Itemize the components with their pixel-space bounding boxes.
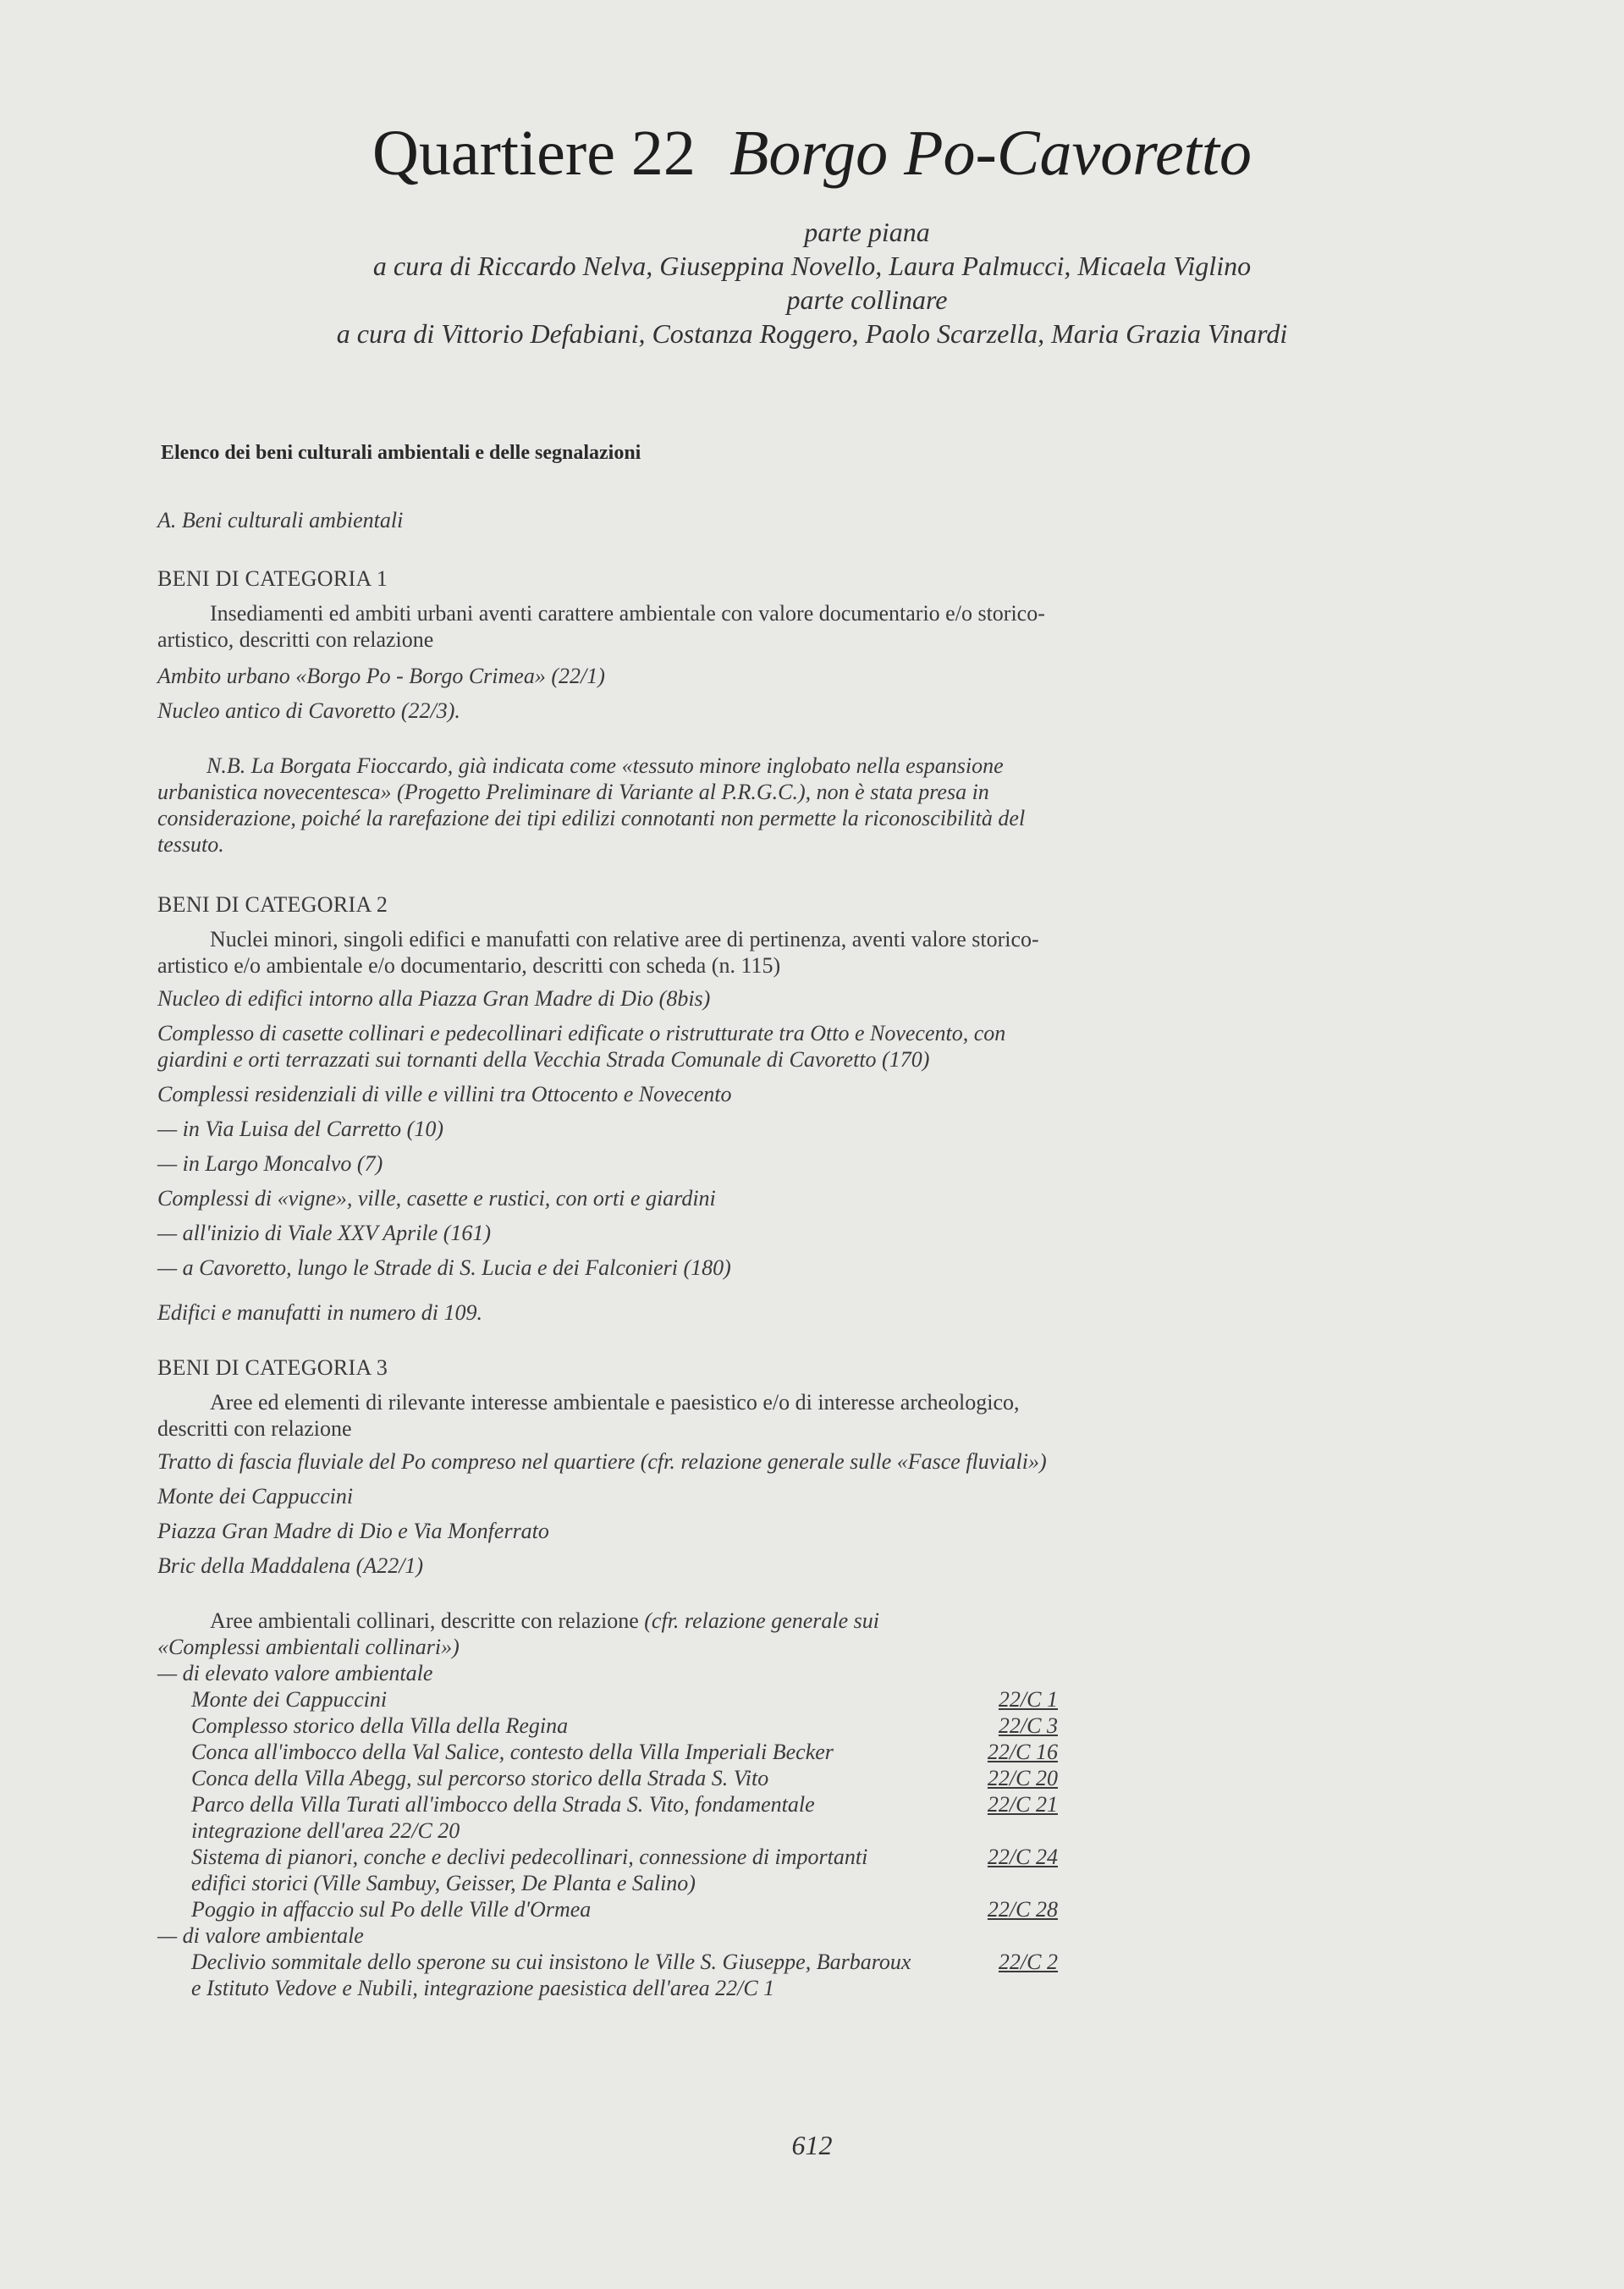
area-description: Monte dei Cappuccini [191, 1687, 388, 1712]
credit-authors-1: a cura di Riccardo Nelva, Giuseppina Novello, Laura Palmucci, Micaela Viglino [372, 251, 1252, 281]
aree-list-elevato [157, 1686, 1075, 1922]
aree-intro-plain: Aree ambientali collinari, descritte con relazione [210, 1608, 639, 1633]
area-description: Declivio sommitale dello sperone su cui insistono le Ville S. Giuseppe, Barbaroux e Istituto Vedove e Nubili, integrazione paesistica dell'area 22/C 1 [191, 1950, 911, 2000]
category-3-description: Aree ed elementi di rilevante interesse ambientale e paesistico e/o di interesse archeologico, descritti con relazione [157, 1390, 1020, 1441]
area-code: 22/C 2 [998, 1950, 1058, 1974]
aree-intro-italic: (cfr. relazione generale sui «Complessi ambientali collinari») [157, 1608, 880, 1659]
category-2-item: Complessi residenziali di ville e villini tra Ottocento e Novecento [157, 1082, 732, 1106]
area-code: 22/C 24 [987, 1845, 1058, 1869]
area-row [157, 1896, 1075, 1922]
category-3-item: Piazza Gran Madre di Dio e Via Monferrato [157, 1519, 549, 1543]
category-2-heading: BENI DI CATEGORIA 2 [157, 892, 388, 917]
category-2-description: Nuclei minori, singoli edifici e manufatti con relative aree di pertinenza, aventi valore storico-artistico e/o ambientale e/o documentario, descritti con scheda (n. 115) [157, 927, 1039, 978]
category-2-item: Complesso di casette collinari e pedecollinari edificate o ristrutturate tra Otto e Novecento, con giardini e orti terrazzati sui tornanti della Vecchia Strada Comunale di Cavoretto (170) [157, 1021, 1006, 1072]
area-code: 22/C 16 [987, 1740, 1058, 1764]
area-description: Conca all'imbocco della Val Salice, contesto della Villa Imperiali Becker [191, 1740, 834, 1764]
area-code: 22/C 21 [987, 1792, 1058, 1817]
page-number: 612 [791, 2130, 833, 2160]
category-1-description: Insediamenti ed ambiti urbani aventi carattere ambientale con valore documentario e/o storico-artistico, descritti con relazione [157, 601, 1045, 652]
category-3-item: Bric della Maddalena (A22/1) [157, 1553, 424, 1578]
section-heading: Elenco dei beni culturali ambientali e delle segnalazioni [161, 442, 641, 464]
category-1-item: Nucleo antico di Cavoretto (22/3). [157, 698, 460, 723]
area-row [157, 1949, 1075, 2001]
subgroup-heading: — di valore ambientale [157, 1923, 364, 1948]
category-1-heading: BENI DI CATEGORIA 1 [157, 566, 388, 591]
area-code: 22/C 1 [998, 1687, 1058, 1712]
category-3-heading: BENI DI CATEGORIA 3 [157, 1355, 388, 1380]
area-row [157, 1765, 1075, 1791]
category-3-item: Tratto di fascia fluviale del Po compreso nel quartiere (cfr. relazione generale sulle «Fasce fluviali») [157, 1449, 1047, 1474]
nota-bene: N.B. La Borgata Fioccardo, già indicata come «tessuto minore inglobato nella espansione urbanistica novecentesca» (Progetto Preliminare di Variante al P.R.G.C.), non è stata presa in considerazione, poiché la rarefazione dei tipi edilizi connotanti non permette la riconoscibilità del tessuto. [157, 753, 1026, 857]
title-number: Quartiere 22 [372, 118, 696, 189]
area-code: 22/C 3 [998, 1713, 1058, 1738]
title-name: Borgo Po-Cavoretto [729, 118, 1252, 189]
section-a-heading: A. Beni culturali ambientali [157, 508, 404, 532]
area-description: Poggio in affaccio sul Po delle Ville d'Ormea [191, 1897, 592, 1922]
area-description: Conca della Villa Abegg, sul percorso storico della Strada S. Vito [191, 1766, 769, 1790]
aree-list-valore [157, 1949, 1075, 2001]
credits [0, 215, 1624, 350]
category-2-count: Edifici e manufatti in numero di 109. [157, 1300, 482, 1325]
category-1-item: Ambito urbano «Borgo Po - Borgo Crimea» (22/1) [157, 664, 605, 688]
credit-role-1: parte piana [804, 217, 930, 247]
area-row [157, 1739, 1075, 1765]
category-2-item: — all'inizio di Viale XXV Aprile (161) [157, 1221, 492, 1245]
category-2-item: — a Cavoretto, lungo le Strade di S. Lucia e dei Falconieri (180) [157, 1255, 731, 1280]
category-2-item: — in Via Luisa del Carretto (10) [157, 1117, 443, 1141]
credit-authors-2: a cura di Vittorio Defabiani, Costanza Roggero, Paolo Scarzella, Maria Grazia Vinardi [336, 318, 1288, 349]
category-3-item: Monte dei Cappuccini [157, 1484, 354, 1509]
category-2-item: — in Largo Moncalvo (7) [157, 1151, 383, 1176]
page-title [0, 117, 1624, 190]
area-description: Complesso storico della Villa della Regina [191, 1713, 569, 1738]
area-code: 22/C 20 [987, 1766, 1058, 1790]
category-2-item: Complessi di «vigne», ville, casette e rustici, con orti e giardini [157, 1186, 716, 1211]
subgroup-heading: — di elevato valore ambientale [157, 1661, 433, 1685]
credit-role-2: parte collinare [786, 284, 948, 315]
area-row [157, 1686, 1075, 1713]
aree-intro [157, 1608, 919, 1660]
category-2-item: Nucleo di edifici intorno alla Piazza Gran Madre di Dio (8bis) [157, 986, 711, 1011]
document-body [157, 440, 1075, 2001]
area-row [157, 1791, 1075, 1844]
area-code: 22/C 28 [987, 1897, 1058, 1922]
area-row [157, 1713, 1075, 1739]
area-row [157, 1844, 1075, 1896]
area-description: Sistema di pianori, conche e declivi pedecollinari, connessione di importanti edifici storici (Ville Sambuy, Geisser, De Planta e Salino) [191, 1845, 868, 1895]
area-description: Parco della Villa Turati all'imbocco della Strada S. Vito, fondamentale integrazione dell'area 22/C 20 [191, 1792, 815, 1843]
